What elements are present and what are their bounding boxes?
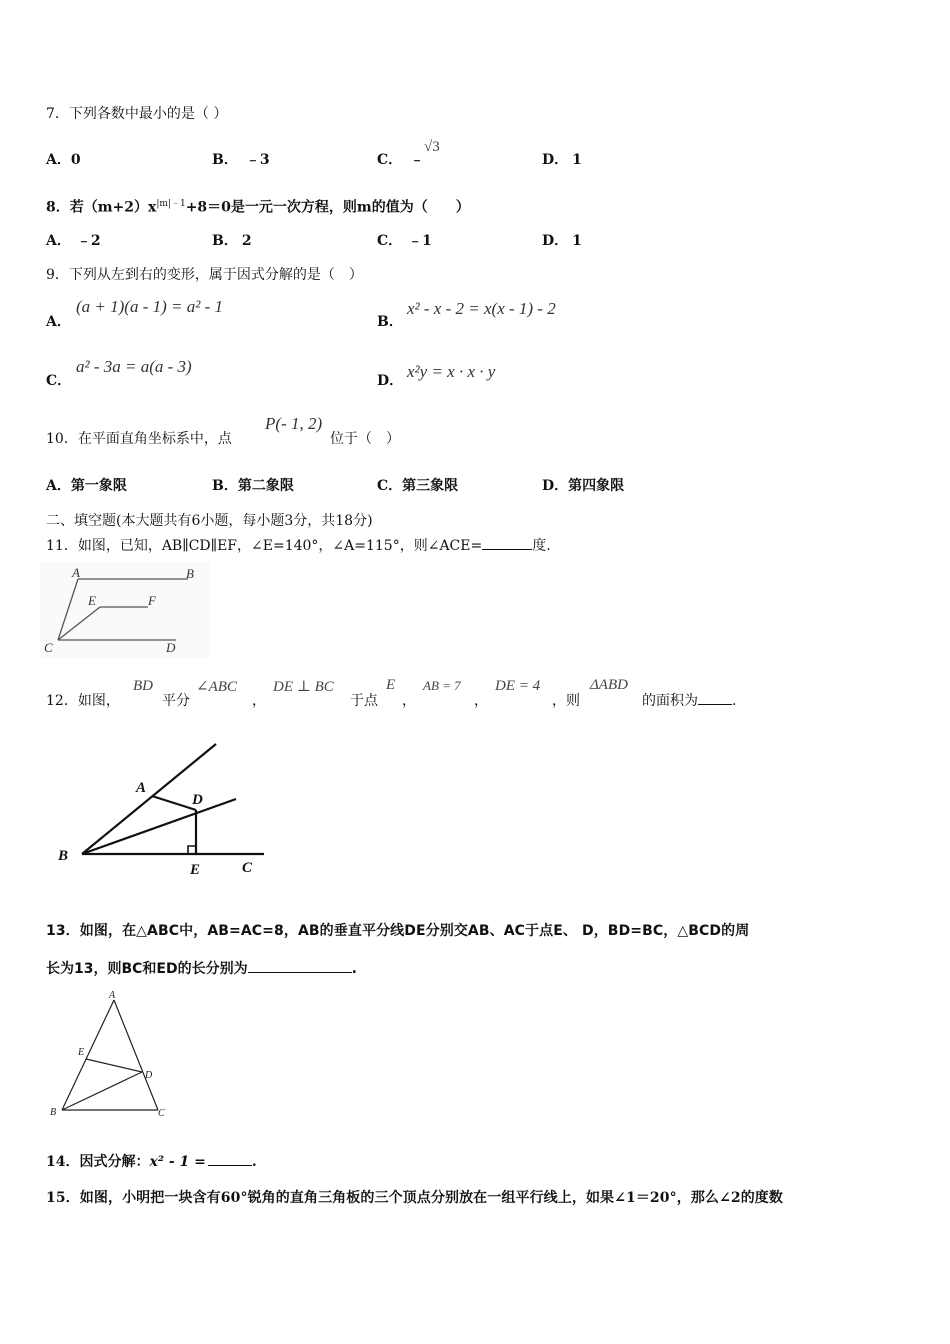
- option-label: B．: [212, 233, 238, 249]
- option-label: A．: [46, 152, 71, 168]
- option-label: D．: [542, 233, 569, 249]
- q12-ab-7: AB = 7: [423, 678, 461, 693]
- option-value: 1: [572, 152, 582, 168]
- option-label: A．: [46, 478, 71, 494]
- option-value: 1: [572, 233, 582, 249]
- option-label: C．: [377, 152, 403, 168]
- section-2-heading: 二、填空题(本大题共有6小题，每小题3分，共18分): [46, 513, 373, 529]
- q12-comma-3: ，: [474, 693, 488, 709]
- q10-option-a: [46, 475, 127, 495]
- q12-label-c: C: [242, 860, 253, 876]
- option-value: 2: [241, 233, 252, 249]
- q9-option-d-label: D．: [377, 373, 404, 389]
- q7-option-b: [212, 149, 270, 169]
- q14-stem-b: .: [251, 1154, 257, 1170]
- q12-t1: 平分: [162, 693, 190, 709]
- q13-answer-blank: [248, 960, 352, 973]
- q12-comma-1: ，: [252, 693, 266, 709]
- q12-t5: .: [732, 693, 737, 709]
- q12-comma-2: ，: [402, 693, 416, 709]
- q11-label-c: C: [44, 640, 53, 655]
- option-label: C．: [377, 233, 403, 249]
- q12-label-b: B: [58, 848, 69, 864]
- q15-stem: 15．如图，小明把一块含有60°锐角的直角三角板的三个顶点分别放在一组平行线上，如果∠1＝20°，那么∠2的度数: [46, 1190, 783, 1206]
- q14-stem: [46, 1151, 257, 1171]
- q12-label-d: D: [192, 792, 203, 808]
- q13-label-b: B: [50, 1107, 57, 1118]
- option-label: D．: [542, 152, 569, 168]
- q12-num: 12．如图，: [46, 693, 120, 709]
- q7-option-c: [377, 149, 424, 169]
- q8-option-b: [212, 230, 252, 250]
- q14-stem-a: 14．因式分解：: [46, 1154, 150, 1170]
- q8-exponent: |m|﹣1: [156, 199, 186, 209]
- q13-line2-text: 长为13，则BC和ED的长分别为: [46, 961, 248, 977]
- q12-de-perp-bc: DE ⊥ BC: [273, 679, 334, 695]
- option-value: ﹣1: [408, 233, 432, 249]
- q13-label-e: E: [78, 1047, 85, 1058]
- q9-option-a-label: A．: [46, 314, 71, 330]
- q9-option-c-math: a² - 3a = a(a - 3): [76, 357, 192, 376]
- q8-stem-b: +8＝0是一元一次方程，则m的值为（ ）: [185, 199, 470, 216]
- q10-option-c: [377, 475, 458, 495]
- q7-option-a: [46, 149, 81, 169]
- q13-line2-end: .: [351, 961, 357, 977]
- q9-option-c-label: C．: [46, 373, 72, 389]
- q11-stem-b: 度.: [532, 538, 551, 554]
- q11-answer-blank: [482, 537, 532, 550]
- q9-option-d-math: x²y = x · x · y: [407, 362, 496, 381]
- option-value: ﹣3: [245, 152, 270, 168]
- option-value: 第四象限: [568, 478, 625, 494]
- q11-figure: [40, 562, 210, 658]
- q10-option-b: [212, 475, 294, 495]
- q7-sqrt3: √3: [424, 139, 440, 155]
- q12-label-e: E: [190, 862, 201, 878]
- q12-tri-abd: ΔABD: [590, 677, 628, 693]
- option-value: 第三象限: [402, 478, 459, 494]
- option-label: C．: [377, 478, 403, 494]
- q12-e: E: [386, 677, 396, 693]
- q12-bd: BD: [133, 678, 153, 694]
- q8-option-c: [377, 230, 432, 250]
- q8-option-d: [542, 230, 582, 250]
- q10-option-d: [542, 475, 624, 495]
- option-value: 第二象限: [237, 478, 294, 494]
- q9-stem: 9．下列从左到右的变形，属于因式分解的是（ ）: [46, 267, 363, 283]
- q13-label-c: C: [158, 1108, 165, 1119]
- q13-line1: 13．如图，在△ABC中，AB=AC=8，AB的垂直平分线DE分别交AB、AC于点E、 D，BD=BC，△BCD的周: [46, 923, 750, 939]
- q12-angle-abc: ∠ABC: [196, 679, 237, 695]
- q9-option-b-math: x² - x - 2 = x(x - 1) - 2: [407, 299, 556, 318]
- q10-point: P(- 1, 2): [265, 414, 323, 433]
- q8-stem: [46, 196, 470, 217]
- option-value: 0: [70, 152, 81, 168]
- q7-stem: 7．下列各数中最小的是（ ）: [46, 106, 228, 122]
- q11-stem-a: 11．如图，已知，AB∥CD∥EF，∠E=140°，∠A=115°，则∠ACE=: [46, 538, 483, 554]
- q12-figure: [44, 738, 274, 880]
- q11-label-f: F: [148, 593, 156, 608]
- q8-stem-a: 8．若（m+2）x: [46, 199, 157, 216]
- q12-answer-blank: [698, 692, 732, 705]
- q10-stem-b: 位于（ ）: [330, 431, 400, 447]
- q7-option-d: [542, 149, 582, 169]
- option-label: D．: [542, 478, 569, 494]
- option-value: 第一象限: [70, 478, 127, 494]
- option-label: B．: [212, 152, 238, 168]
- q12-t2: 于点: [350, 693, 378, 709]
- q11-label-d: D: [166, 640, 176, 655]
- q12-t4: [642, 690, 736, 710]
- q13-label-d: D: [145, 1070, 153, 1081]
- option-value: ﹣2: [76, 233, 101, 249]
- q10-stem-a: 10．在平面直角坐标系中，点: [46, 431, 232, 447]
- q12-t3: ，则: [552, 693, 580, 709]
- q13-figure: [44, 988, 174, 1120]
- q11-stem: [46, 535, 551, 555]
- q9-option-a-math: (a + 1)(a - 1) = a² - 1: [76, 297, 224, 316]
- option-label: B．: [212, 478, 238, 494]
- q14-expr: x² - 1 =: [149, 1154, 206, 1170]
- q11-label-e: E: [88, 593, 96, 608]
- q11-label-b: B: [186, 566, 194, 581]
- option-label: A．: [46, 233, 71, 249]
- q11-label-a: A: [72, 565, 80, 580]
- q9-option-b-label: B．: [377, 314, 403, 330]
- q12-de-4: DE = 4: [495, 678, 541, 694]
- q13-line2: [46, 958, 357, 978]
- q8-option-a: [46, 230, 101, 250]
- q12-t4-text: 的面积为: [642, 693, 698, 709]
- q12-label-a: A: [136, 780, 147, 796]
- option-value: ﹣: [410, 152, 425, 168]
- q13-label-a: A: [109, 990, 116, 1001]
- q14-answer-blank: [208, 1153, 252, 1166]
